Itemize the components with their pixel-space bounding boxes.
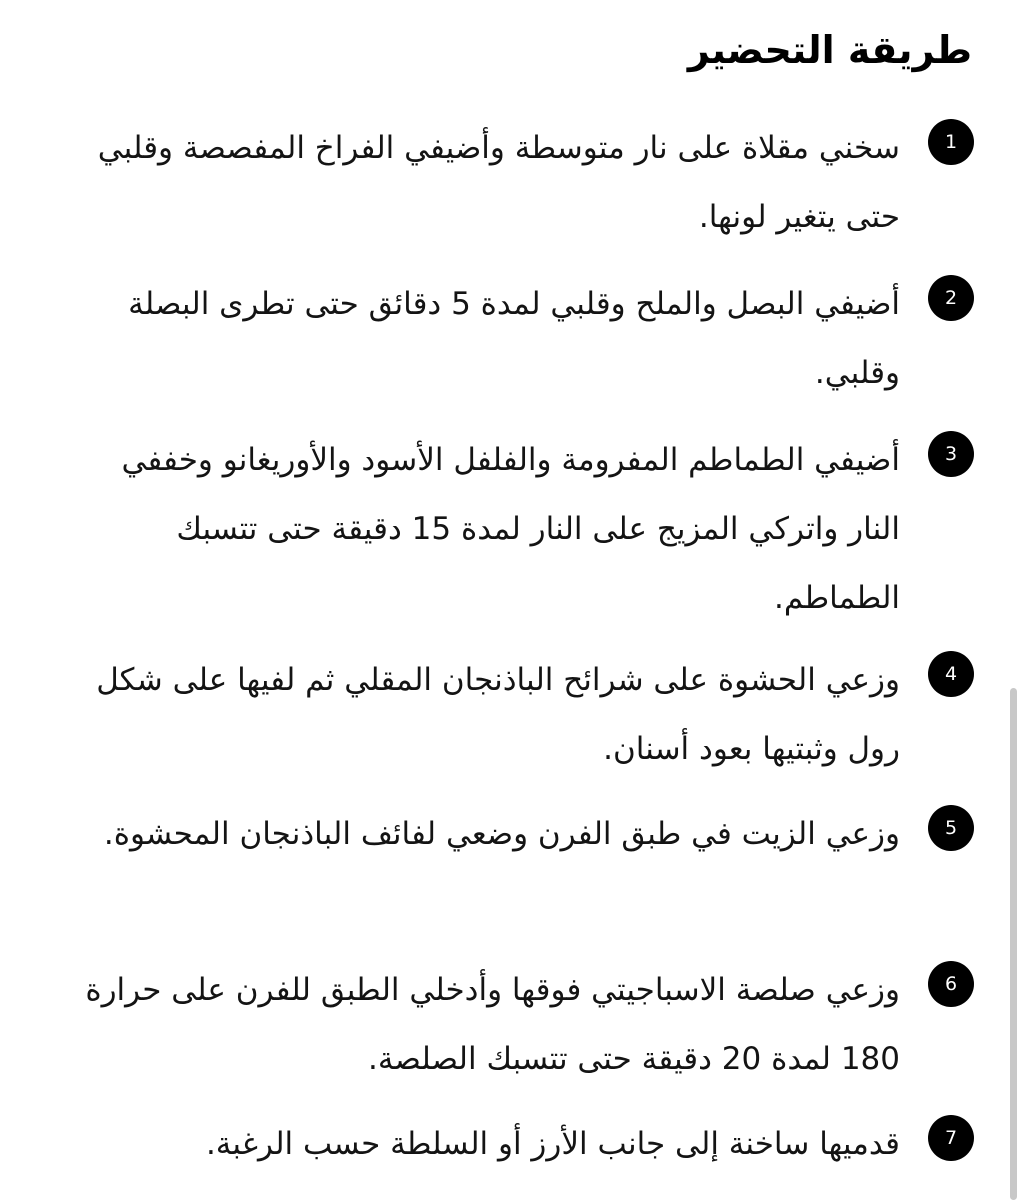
step-number-badge: 3: [928, 431, 974, 477]
step-text: وزعي صلصة الاسباجيتي فوقها وأدخلي الطبق للفرن على حرارة 180 لمدة 20 دقيقة حتى تتسبك الصلصة.: [85, 972, 900, 1077]
step-number-badge: 2: [928, 275, 974, 321]
scrollbar[interactable]: [1010, 688, 1017, 1200]
step-text: قدميها ساخنة إلى جانب الأرز أو السلطة حسب الرغبة.: [205, 1126, 900, 1162]
step-5: [54, 800, 974, 860]
step-text: وزعي الزيت في طبق الفرن وضعي لفائف الباذنجان المحشوة.: [103, 816, 900, 852]
step-2: [54, 270, 974, 391]
step-7: [54, 1110, 974, 1170]
step-text: سخني مقلاة على نار متوسطة وأضيفي الفراخ المفصصة وقلبي حتى يتغير لونها.: [97, 130, 900, 235]
step-number-badge: 6: [928, 961, 974, 1007]
step-text: أضيفي البصل والملح وقلبي لمدة 5 دقائق حتى تطرى البصلة وقلبي.: [128, 286, 900, 391]
step-number-badge: 7: [928, 1115, 974, 1161]
step-text: وزعي الحشوة على شرائح الباذنجان المقلي ثم لفيها على شكل رول وثبتيها بعود أسنان.: [96, 662, 900, 767]
step-1: [54, 114, 974, 235]
step-4: [54, 646, 974, 767]
step-number-badge: 5: [928, 805, 974, 851]
step-number-badge: 4: [928, 651, 974, 697]
page-title: طريقة التحضير: [687, 28, 972, 72]
step-number-badge: 1: [928, 119, 974, 165]
step-text: أضيفي الطماطم المفرومة والفلفل الأسود والأوريغانو وخففي النار واتركي المزيج على النار لمدة 15 دقيقة حتى تتسبك الطماطم.: [121, 442, 900, 616]
step-3: [54, 426, 974, 616]
step-6: [54, 956, 974, 1077]
